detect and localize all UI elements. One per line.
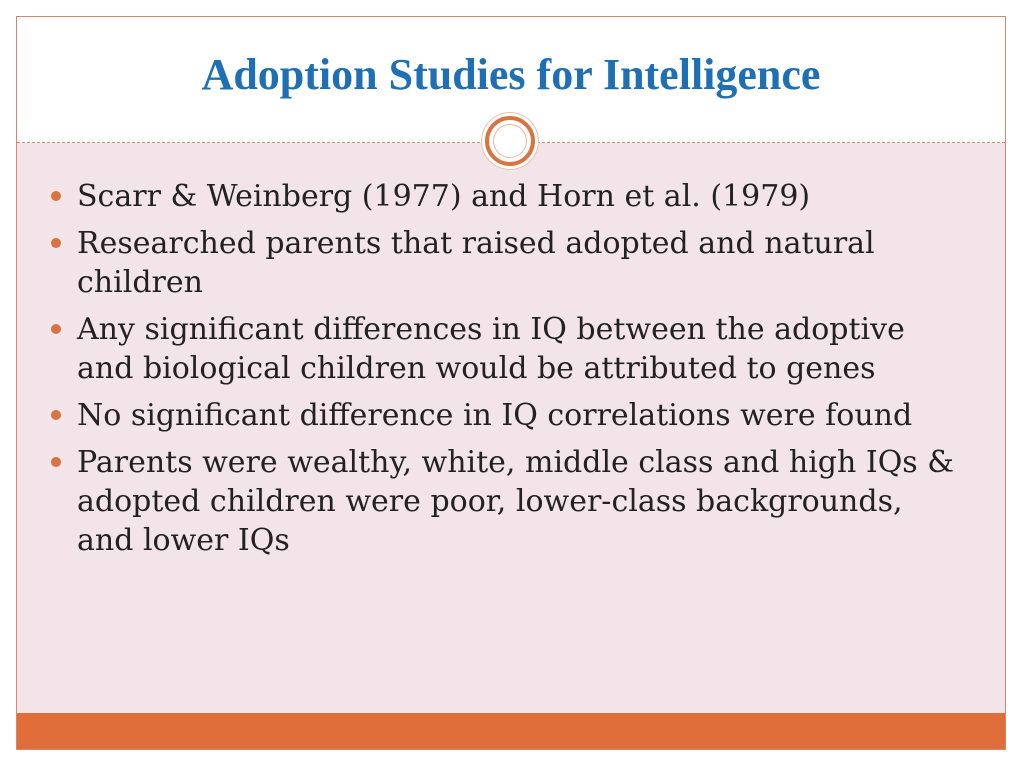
bullet-item	[47, 396, 967, 435]
bullet-item	[47, 443, 967, 560]
slide	[16, 16, 1006, 750]
bullet-text: Scarr & Weinberg (1977) and Horn et al. (1979)	[77, 179, 811, 214]
bullet-text: Any significant differences in IQ between the adoptive and biological children would be attributed to genes	[77, 312, 905, 386]
ring-ornament-icon	[485, 116, 535, 166]
bullet-list	[47, 177, 967, 568]
bullet-text: Parents were wealthy, white, middle class and high IQs & adopted children were poor, lower-class backgrounds, and lower IQs	[77, 445, 954, 558]
slide-title: Adoption Studies for Intelligence	[201, 50, 821, 99]
bullet-dot-icon	[51, 457, 61, 467]
footer-bar	[17, 713, 1005, 749]
bullet-item	[47, 224, 967, 302]
bullet-text: Researched parents that raised adopted and natural children	[77, 226, 875, 300]
bullet-text: No significant difference in IQ correlations were found	[77, 398, 913, 433]
bullet-dot-icon	[51, 191, 61, 201]
bullet-item	[47, 177, 967, 216]
bullet-dot-icon	[51, 410, 61, 420]
bullet-dot-icon	[51, 238, 61, 248]
bullet-item	[47, 310, 967, 388]
bullet-dot-icon	[51, 324, 61, 334]
content-area	[17, 143, 1005, 715]
